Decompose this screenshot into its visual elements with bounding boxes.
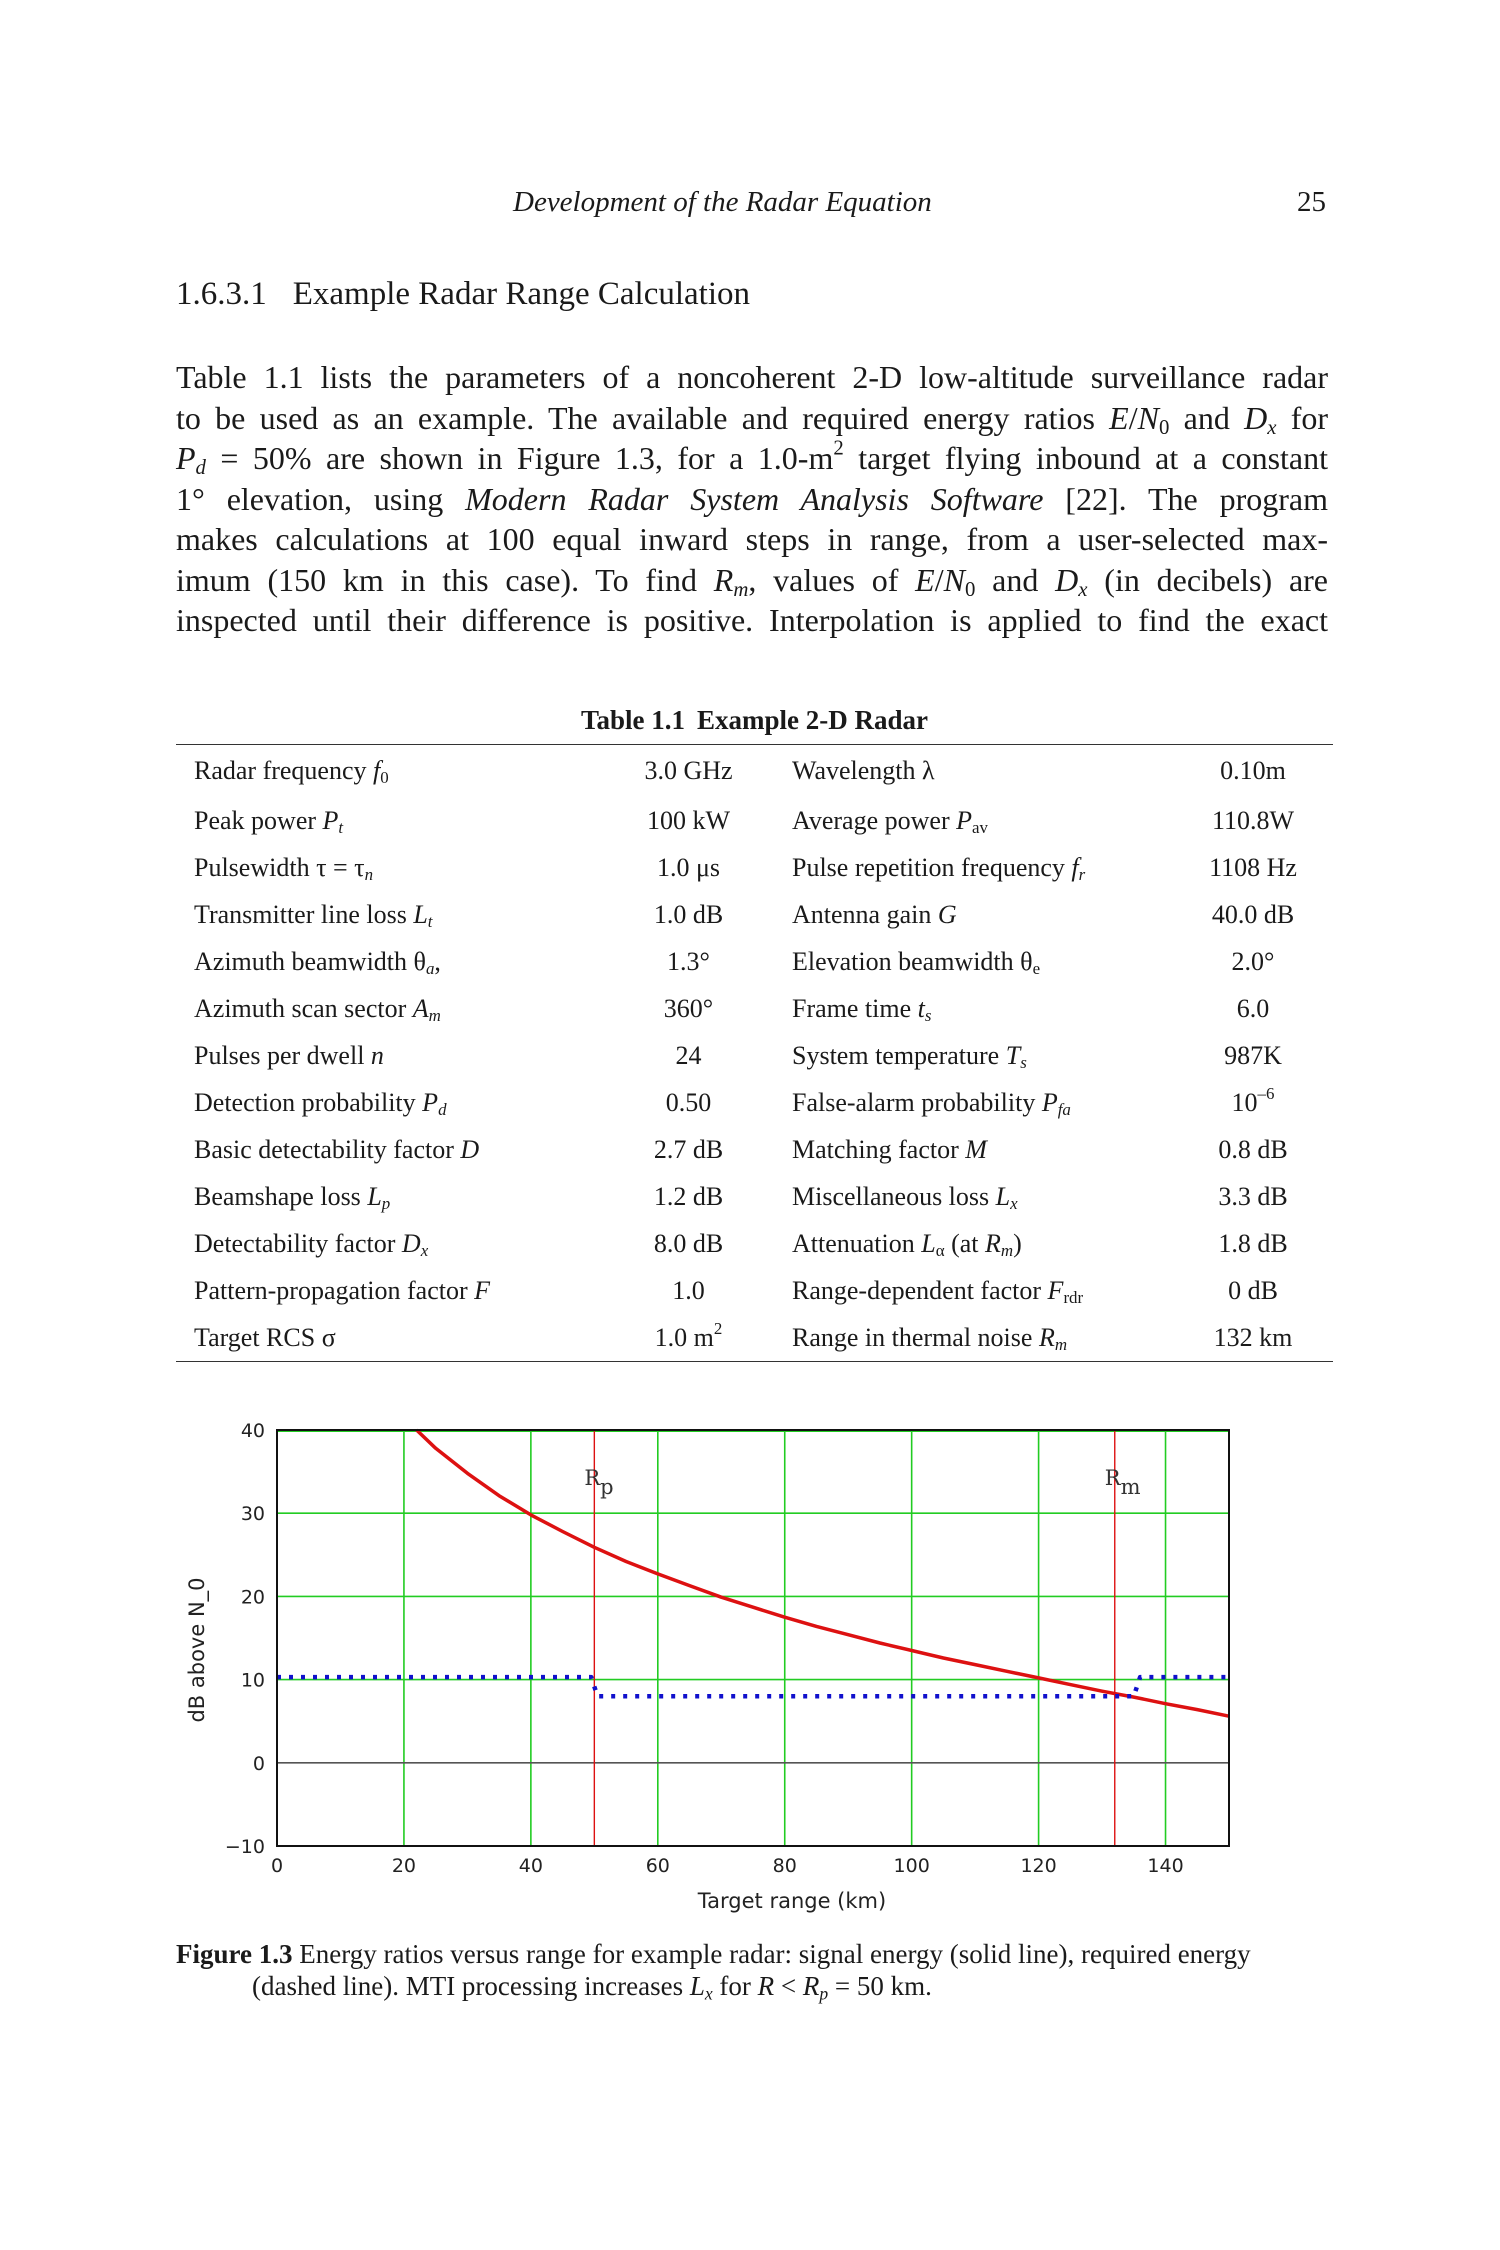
x-tick-label: 60 — [645, 1855, 670, 1877]
param-value: 40.0 dB — [1211, 899, 1295, 929]
param-name: Radar frequency $f_0$ — [194, 756, 389, 788]
body-line: makes calculations at 100 equal inward steps in range, from a user-selected max- — [176, 521, 1328, 557]
param-value: 0.10m — [1220, 756, 1286, 785]
marker-label-rm: Rm — [1104, 1466, 1141, 1499]
param-name: Basic detectability factor D — [194, 1134, 480, 1164]
param-name: Azimuth beamwidth $\theta_a$, — [194, 946, 441, 978]
param-name: Detectability factor $D_x$ — [194, 1228, 429, 1260]
param-value: 100 kW — [646, 805, 731, 835]
param-value: 0 dB — [1228, 1275, 1278, 1305]
body-line: to be used as an example. The available and required energy ratios $E/N_0$ and $D_x$ for — [176, 399, 1329, 439]
param-name: Attenuation $L_\alpha$ (at $R_m$) — [792, 1228, 1022, 1260]
param-name: Average power $P_{av}$ — [792, 805, 988, 837]
tick-labels — [225, 1420, 1184, 1877]
x-tick-label: 140 — [1147, 1855, 1184, 1877]
body-line: inspected until their difference is positive. Interpolation is applied to find the exact — [176, 602, 1328, 638]
body-line: 1° elevation, using Modern Radar System Analysis Software [22]. The program — [176, 480, 1328, 517]
body-line: imum (150 km in this case). To find $R_m$, values of $E/N_0$ and $D_x$ (in decibels) are — [176, 561, 1329, 601]
param-name: Azimuth scan sector $A_m$ — [194, 993, 441, 1025]
y-axis-label: dB above N_0 — [185, 1577, 209, 1723]
param-name: Target RCS σ — [194, 1322, 336, 1352]
table-row — [176, 985, 1333, 1032]
table-row — [176, 1079, 1333, 1126]
figure-label: Figure 1.3 — [176, 1939, 293, 1969]
parameter-table — [176, 744, 1333, 1362]
param-value: 1.8 dB — [1218, 1228, 1288, 1258]
param-name: Elevation beamwidth $\theta_e$ — [792, 946, 1041, 978]
param-name: Detection probability $P_d$ — [194, 1087, 447, 1119]
param-value: 360° — [663, 993, 714, 1023]
x-tick-label: 20 — [391, 1855, 417, 1877]
body-line: $P_d = 50\%$ are shown in Figure 1.3, for a $1.0-m^2$ target flying inbound at a constant — [176, 436, 1329, 480]
x-tick-label: 80 — [772, 1855, 797, 1877]
table-row — [176, 891, 1333, 938]
body-line: Table 1.1 lists the parameters of a noncoherent 2-D low-altitude surveillance radar — [176, 359, 1328, 395]
param-value: 2.7 dB — [653, 1134, 724, 1164]
param-value: 1.3° — [667, 946, 710, 976]
y-tick-label: 40 — [240, 1420, 265, 1442]
param-value: 110.8W — [1211, 805, 1295, 835]
param-name: Wavelength λ — [792, 756, 935, 785]
table-label: Table 1.1 — [580, 705, 686, 735]
energy-ratio-chart — [176, 1400, 1256, 1930]
table-row — [176, 1267, 1333, 1314]
param-name: Antenna gain G — [792, 899, 957, 929]
parameter-table-wrapper — [176, 744, 1333, 1362]
table-row — [176, 797, 1333, 844]
param-value: 1.2 dB — [653, 1181, 724, 1211]
table-row — [176, 745, 1333, 798]
table-title: Example 2-D Radar — [697, 705, 929, 735]
param-value: $10^{-6}$ — [1231, 1083, 1275, 1117]
param-value: 1.0 dB — [653, 899, 724, 929]
table-caption — [176, 705, 1333, 736]
table-row — [176, 1314, 1333, 1362]
param-name: Transmitter line loss $L_t$ — [194, 899, 433, 931]
section-heading — [176, 276, 750, 313]
x-tick-label: 40 — [518, 1855, 543, 1877]
table-row — [176, 844, 1333, 891]
param-name: System temperature $T_s$ — [792, 1040, 1027, 1072]
param-value: 24 — [675, 1040, 702, 1070]
figure-caption — [176, 1938, 1321, 2002]
param-name: Matching factor M — [792, 1134, 987, 1164]
table-row — [176, 1126, 1333, 1173]
param-name: Range-dependent factor $F_{rdr}$ — [792, 1275, 1084, 1307]
y-tick-label: −10 — [224, 1836, 265, 1858]
y-tick-label: 10 — [240, 1669, 265, 1692]
y-tick-label: 30 — [240, 1503, 265, 1526]
grid-layer — [277, 1430, 1229, 1846]
param-value: 987K — [1224, 1040, 1282, 1070]
section-number: 1.6.3.1 — [176, 276, 267, 312]
param-name: Beamshape loss $L_p$ — [194, 1181, 391, 1213]
param-name: Peak power $P_t$ — [194, 805, 344, 837]
x-tick-label: 0 — [270, 1855, 284, 1877]
running-title: Development of the Radar Equation — [513, 186, 932, 218]
y-tick-label: 0 — [252, 1752, 265, 1775]
page-number: 25 — [1297, 186, 1326, 218]
param-name: Pulse repetition frequency $f_r$ — [792, 852, 1086, 884]
param-name: Range in thermal noise $R_m$ — [792, 1322, 1068, 1354]
param-value: 1.0 — [672, 1275, 705, 1305]
x-tick-label: 120 — [1020, 1855, 1057, 1877]
param-value: 1108 Hz — [1209, 852, 1297, 882]
param-name: False-alarm probability $P_{fa}$ — [792, 1087, 1071, 1119]
y-tick-label: 20 — [240, 1586, 265, 1609]
series-layer — [277, 1430, 1229, 1716]
table-row — [176, 1173, 1333, 1220]
param-value: 0.50 — [665, 1087, 712, 1117]
param-value: 0.8 dB — [1218, 1134, 1288, 1164]
param-value: 3.0 GHz — [644, 756, 733, 785]
param-name: Frame time $t_s$ — [792, 993, 932, 1025]
param-name: Pattern-propagation factor F — [194, 1275, 490, 1305]
param-name: Miscellaneous loss $L_x$ — [792, 1181, 1018, 1213]
x-axis-label: Target range (km) — [697, 1889, 887, 1913]
table-row — [176, 938, 1333, 985]
marker-label-rp: Rp — [584, 1466, 614, 1499]
param-value: 1.0 μs — [656, 852, 721, 882]
param-value: 8.0 dB — [653, 1228, 724, 1258]
table-row — [176, 1032, 1333, 1079]
table-row — [176, 1220, 1333, 1267]
plot-frame — [277, 1430, 1229, 1846]
figure-caption-text: Energy ratios versus range for example radar: signal energy (solid line), required energy (dashed line). MTI processing increases $L_x$ for $R < R_p = 50$ km. — [252, 1939, 1251, 2004]
param-value: 3.3 dB — [1218, 1181, 1288, 1211]
body-paragraph — [176, 357, 1328, 641]
param-value: 6.0 — [1236, 993, 1270, 1023]
param-value: 132 km — [1213, 1322, 1293, 1352]
x-tick-label: 100 — [893, 1855, 930, 1877]
section-title: Example Radar Range Calculation — [292, 276, 751, 312]
param-name: Pulses per dwell n — [194, 1040, 384, 1070]
param-value: 1.0 $m^2$ — [654, 1318, 723, 1352]
param-value: 2.0° — [1231, 946, 1275, 976]
param-name: Pulsewidth $\tau = \tau_n$ — [194, 852, 374, 884]
